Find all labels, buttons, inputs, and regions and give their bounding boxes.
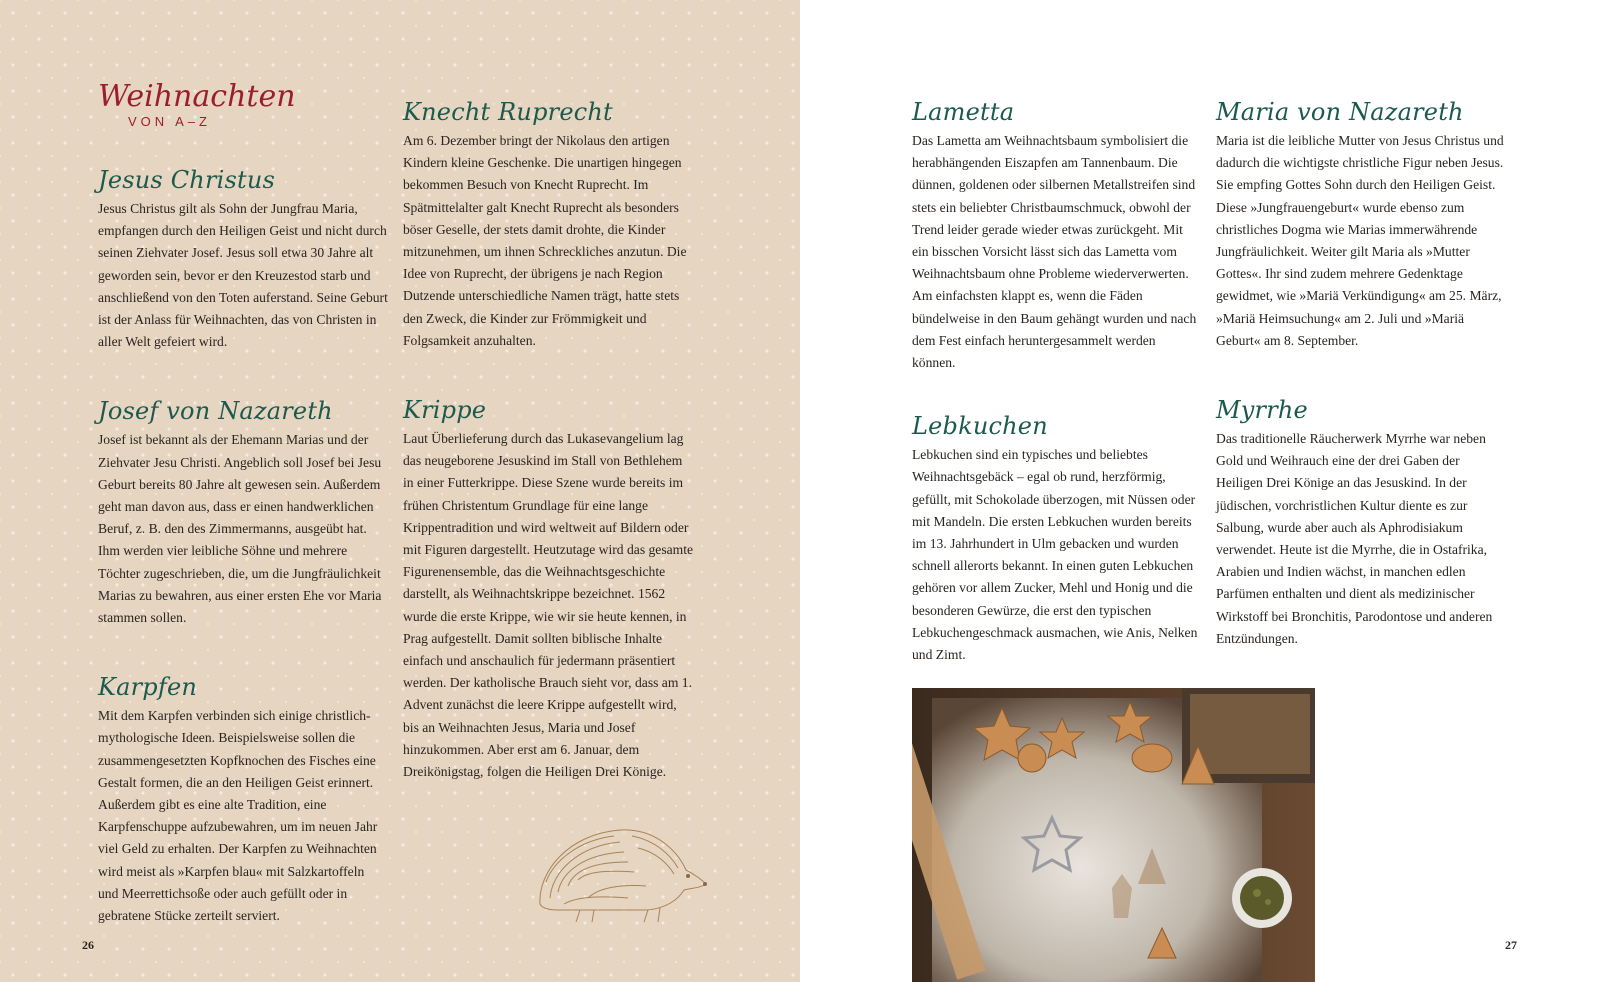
entry-heading: Maria von Nazareth [1216, 98, 1464, 126]
entry-heading: Knecht Ruprecht [403, 98, 613, 126]
entry-heading: Jesus Christus [98, 166, 276, 194]
book-title [98, 80, 296, 129]
entry-heading: Myrrhe [1216, 396, 1308, 425]
book-title-main: Weihnachten [98, 79, 296, 114]
gingerbread-cookies-photo [912, 688, 1315, 982]
page-number-left: 26 [82, 938, 94, 952]
entry-knecht-ruprecht [403, 98, 695, 352]
entry-body: Mit dem Karpfen verbinden sich einige christlich-mythologische Ideen. Beispielsweise sollen die zusammengesetzten Kopfknochen des Fisches eine Gestalt formen, die an den Heiligen Geist erinnert. Außerdem gibt es eine alte Tradition, eine Karpfenschuppe aufzubewahren, um im neuen Jahr viel Geld zu erhalten. Der Karpfen zu Weihnachten wird meist als »Karpfen blau« mit Salzkartoffeln und Meerrettichsoße oder auch gefüllt oder in gebratene Stücke zerteilt serviert. [98, 708, 378, 924]
entry-heading: Krippe [403, 396, 487, 425]
entry-column-4 [1216, 98, 1508, 650]
page-number-right: 27 [1505, 938, 1517, 952]
entry-josef [98, 397, 388, 629]
entry-column-3 [912, 98, 1202, 666]
book-title-subtitle: VON A–Z [128, 114, 211, 129]
entry-myrrhe [1216, 396, 1508, 650]
entry-krippe [403, 396, 695, 783]
entry-body: Maria ist die leibliche Mutter von Jesus Christus und dadurch die wichtigste christliche Figur neben Jesus. Sie empfing Gottes Sohn durch den Heiligen Geist. Diese »Jungfrauengeburt« wurde ebenso zum christliches Dogma wie Marias immerwährende Jungfräulichkeit. Weiter gilt Maria als »Mutter Gottes«. Ihr sind zudem mehrere Gedenktage gewidmet, wie »Mariä Verkündigung« am 25. März, »Mariä Heimsuchung« am 2. Juli und »Mariä Geburt« am 8. September. [1216, 133, 1504, 348]
entry-body: Das Lametta am Weihnachtsbaum symbolisiert die herabhängenden Eiszapfen am Tannenbaum. Die dünnen, goldenen oder silbernen Metallstreifen sind stets ein beliebter Christbaumschmuck, obwohl der Trend leider gerade wieder etwas zurückgeht. Mit ein bisschen Vorsicht lässt sich das Lametta vom Weihnachtsbaum ohne Probleme wiederverwerten. Am einfachsten klappt es, wenn die Fäden bündelweise in den Baum gehängt wurden und nach dem Fest einfach heruntergesammelt werden können. [912, 133, 1197, 371]
entry-lametta [912, 98, 1202, 374]
entry-column-2 [403, 98, 695, 783]
entry-heading: Lebkuchen [912, 412, 1048, 441]
entry-heading: Lametta [912, 98, 1015, 126]
entry-column-1 [98, 166, 388, 927]
entry-body: Jesus Christus gilt als Sohn der Jungfrau Maria, empfangen durch den Heiligen Geist und nicht durch seinen Ziehvater Josef. Jesus soll etwa 30 Jahre alt geworden sein, bevor er den Kreuzestod starb und anschließend von den Toten auferstand. Seine Geburt ist der Anlass für Weihnachten, das von Christen in aller Welt gefeiert wird. [98, 201, 388, 350]
entry-heading: Karpfen [98, 673, 198, 702]
entry-body: Laut Überlieferung durch das Lukasevangelium lag das neugeborene Jesuskind im Stall von Bethlehem in einer Futterkrippe. Diese Szene wurde bereits im frühen Christentum Grundlage für eine lange Krippentradition und wird weltweit auf Bildern oder mit Figuren dargestellt. Heutzutage wird das gesamte Figurenensemble, das die Weihnachtsgeschichte darstellt, als Weihnachtskrippe bezeichnet. 1562 wurde die erste Krippe, wie wir sie heute kennen, in Prag aufgestellt. Damit sollten biblische Inhalte einfach und anschaulich für jedermann präsentiert werden. Der katholische Brauch sieht vor, dass am 1. Advent zunächst die leere Krippe aufgestellt wird, bis an Weihnachten Jesus, Maria und Josef hinzukommen. Aber erst am 6. Januar, dem Dreikönigstag, folgen die Heiligen Drei Könige. [403, 431, 694, 780]
entry-karpfen [98, 673, 388, 927]
hedgehog-engraving-icon [528, 812, 708, 924]
entry-lebkuchen [912, 412, 1202, 666]
entry-heading: Josef von Nazareth [98, 397, 333, 426]
entry-jesus [98, 166, 388, 353]
entry-body: Josef ist bekannt als der Ehemann Marias und der Ziehvater Jesu Christi. Angeblich soll Josef bei Jesu Geburt bereits 80 Jahre alt gewesen sein. Außerdem geht man davon aus, dass er einen handwerklichen Beruf, z. B. den des Zimmermanns, ausgeübt hat. Ihm werden vier leibliche Söhne und mehrere Töchter zugeschrieben, die, um die Jungfräulichkeit Marias zu bewahren, aus einer ersten Ehe vor Maria stammen sollen. [98, 432, 382, 626]
entry-body: Das traditionelle Räucherwerk Myrrhe war neben Gold und Weihrauch eine der drei Gaben der Heiligen Drei Könige an das Jesuskind. In der jüdischen, vorchristlichen Kultur diente es zur Salbung, wurde aber auch als Aphrodisiakum verwendet. Heute ist die Myrrhe, die in Ostafrika, Arabien und Indien wächst, in manchen edlen Parfümen enthalten und dient als medizinischer Wirkstoff bei Bronchitis, Parodontose und anderen Entzündungen. [1216, 431, 1493, 646]
entry-body: Lebkuchen sind ein typisches und beliebtes Weihnachtsgebäck – egal ob rund, herzförmig, gefüllt, mit Schokolade überzogen, mit Nüssen oder mit Mandeln. Die ersten Lebkuchen wurden bereits im 13. Jahrhundert in Ulm gebacken und wurden schnell allerorts bekannt. In einen guten Lebkuchen gehören vor allem Zucker, Mehl und Honig und die besonderen Gewürze, die erst den typischen Lebkuchengeschmack ausmachen, wie Anis, Nelken und Zimt. [912, 447, 1198, 663]
entry-maria [1216, 98, 1508, 352]
entry-body: Am 6. Dezember bringt der Nikolaus den artigen Kindern kleine Geschenke. Die unartigen hingegen bekommen Besuch von Knecht Ruprecht. Im Spätmittelalter galt Knecht Ruprecht als besonders böser Geselle, der stets damit drohte, die Kinder mitzunehmen, um ihnen Schreckliches anzutun. Die Idee von Ruprecht, der übrigens je nach Region Dutzende unterschiedliche Namen trägt, hatte stets den Zweck, die Kinder zur Frömmigkeit und Folgsamkeit anzuhalten. [403, 133, 687, 348]
